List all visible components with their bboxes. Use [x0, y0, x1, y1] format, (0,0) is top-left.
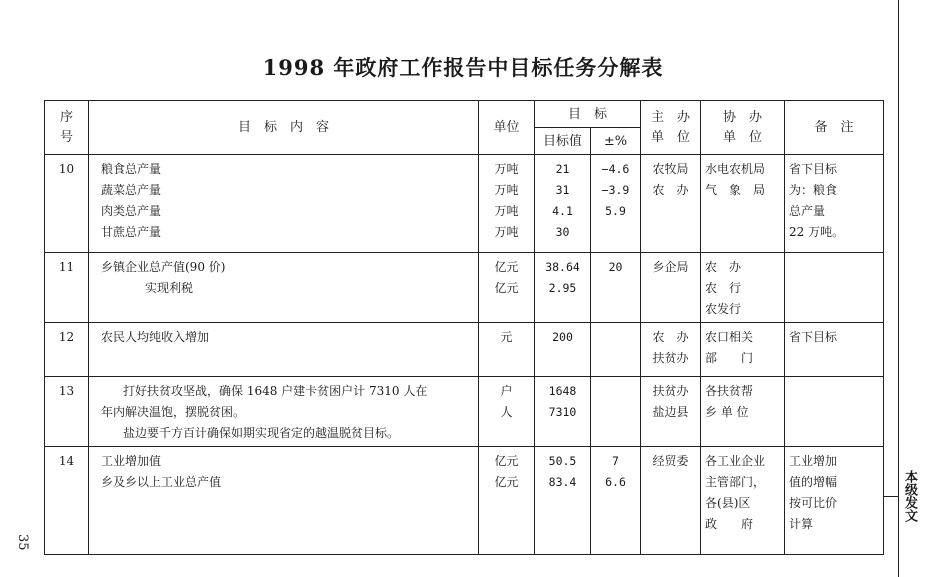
row-content-line: 乡镇企业总产值(90 价) [101, 260, 226, 274]
table-row [45, 155, 884, 253]
row-content-line: 乡及乡以上工业总产值 [101, 475, 222, 489]
row-assist-line: 政 府 [705, 517, 754, 531]
target-table [44, 100, 884, 555]
row-value-line: 1648 [548, 384, 577, 398]
row-content [89, 447, 479, 555]
row-pct-line: 5.9 [605, 204, 626, 218]
row-value-line: 200 [552, 330, 573, 344]
row-unit-line: 亿元 [494, 260, 519, 274]
row-content [89, 377, 479, 447]
row-assist [701, 377, 785, 447]
row-unit-line: 万吨 [494, 183, 519, 197]
row-assist-line: 农 办 [705, 260, 742, 274]
row-assist-line: 农口相关 [705, 330, 754, 344]
row-pct-line: −4.6 [601, 162, 630, 176]
row-remark-line: 按可比价 [789, 496, 838, 510]
row-pct-line: 7 [612, 454, 619, 468]
row-assist [701, 447, 785, 555]
row-value-line: 31 [555, 183, 570, 197]
row-remark-line: 省下目标 [789, 330, 838, 344]
row-content-line: 肉类总产量 [101, 204, 162, 218]
row-remark [785, 253, 884, 323]
row-remark [785, 447, 884, 555]
row-pct [591, 323, 641, 377]
row-assist-line: 乡 单 位 [705, 405, 749, 419]
row-pct [591, 447, 641, 555]
header-unit: 单位 [479, 101, 535, 155]
row-unit-line: 万吨 [494, 162, 519, 176]
row-value-line: 2.95 [548, 281, 577, 295]
margin-rule [898, 0, 899, 577]
row-seq: 11 [45, 253, 89, 323]
page-title: 1998 年政府工作报告中目标任务分解表 [262, 55, 664, 80]
row-lead-line: 乡企局 [652, 260, 689, 274]
row-assist-line: 部 门 [705, 351, 754, 365]
row-value-line: 21 [555, 162, 570, 176]
row-assist-line: 农 行 [705, 281, 742, 295]
row-pct-line: 20 [608, 260, 623, 274]
row-lead [641, 323, 701, 377]
row-unit-line: 户 [500, 384, 513, 398]
table-row [45, 323, 884, 377]
row-lead [641, 253, 701, 323]
row-content-line: 盐边要千方百计确保如期实现省定的越温脱贫目标。 [123, 426, 400, 440]
row-value-line: 4.1 [552, 204, 573, 218]
row-pct [591, 155, 641, 253]
header-row-1 [45, 101, 884, 128]
row-value-line: 50.5 [548, 454, 577, 468]
table-row [45, 377, 884, 447]
header-remark: 备 注 [785, 101, 884, 155]
page-number: 35 [15, 534, 30, 551]
row-content-line: 年内解决温饱，摆脱贫困。 [101, 405, 246, 419]
row-remark [785, 155, 884, 253]
row-content [89, 155, 479, 253]
row-remark-line: 总产量 [789, 204, 826, 218]
row-pct-line: 6.6 [605, 475, 626, 489]
row-lead-line: 扶贫办 [652, 384, 689, 398]
row-unit [479, 323, 535, 377]
row-lead-line: 盐边县 [652, 405, 689, 419]
row-lead [641, 447, 701, 555]
header-assist: 协 办 单 位 [701, 101, 785, 155]
table-row [45, 447, 884, 555]
row-lead-line: 扶贫办 [652, 351, 689, 365]
row-remark-line: 计算 [789, 517, 814, 531]
row-unit [479, 377, 535, 447]
row-lead-line: 农牧局 [652, 162, 689, 176]
row-assist [701, 253, 785, 323]
row-assist-line: 水电农机局 [705, 162, 766, 176]
row-seq: 14 [45, 447, 89, 555]
row-content-line: 农民人均纯收入增加 [101, 330, 210, 344]
row-lead-line: 农 办 [652, 183, 689, 197]
row-assist-line: 各扶贫帮 [705, 384, 754, 398]
row-unit [479, 447, 535, 555]
row-unit-line: 亿元 [494, 475, 519, 489]
row-unit [479, 253, 535, 323]
row-assist-line: 各工业企业 [705, 454, 766, 468]
row-remark-line: 为：粮食 [789, 183, 838, 197]
row-remark-line: 22 万吨。 [789, 225, 845, 239]
row-assist-line: 气 象 局 [705, 183, 766, 197]
row-unit-line: 亿元 [494, 281, 519, 295]
row-value-line: 7310 [548, 405, 577, 419]
row-content-line: 蔬菜总产量 [101, 183, 162, 197]
row-seq: 12 [45, 323, 89, 377]
row-remark-line: 省下目标 [789, 162, 838, 176]
row-content-line: 粮食总产量 [101, 162, 162, 176]
header-content: 目 标 内 容 [89, 101, 479, 155]
row-value [535, 323, 591, 377]
header-seq: 序 号 [45, 101, 89, 155]
row-unit [479, 155, 535, 253]
row-value-line: 83.4 [548, 475, 577, 489]
row-assist [701, 155, 785, 253]
row-remark-line: 工业增加 [789, 454, 838, 468]
row-content-line: 工业增加值 [101, 454, 162, 468]
row-assist [701, 323, 785, 377]
row-assist-line: 主管部门， [705, 475, 766, 489]
row-assist-line: 各(县)区 [705, 496, 751, 510]
header-target-value: 目标值 [535, 128, 591, 155]
header-target: 目 标 [535, 101, 641, 128]
header-lead: 主 办 单 位 [641, 101, 701, 155]
row-content-line: 甘蔗总产量 [101, 225, 162, 239]
row-pct [591, 253, 641, 323]
row-value [535, 447, 591, 555]
row-pct [591, 377, 641, 447]
row-unit-line: 人 [500, 405, 513, 419]
side-label: 本级发文 [902, 470, 917, 522]
row-seq: 10 [45, 155, 89, 253]
header-pm-pct: ±% [591, 128, 641, 155]
row-content-line: 实现利税 [145, 281, 194, 295]
row-seq: 13 [45, 377, 89, 447]
row-remark [785, 377, 884, 447]
row-content [89, 323, 479, 377]
row-lead-line: 经贸委 [652, 454, 689, 468]
row-value [535, 155, 591, 253]
row-remark-line: 值的增幅 [789, 475, 838, 489]
row-lead [641, 155, 701, 253]
row-lead-line: 农 办 [652, 330, 689, 344]
row-pct-line: −3.9 [601, 183, 630, 197]
margin-tick [884, 496, 898, 497]
row-unit-line: 元 [500, 330, 513, 344]
row-unit-line: 万吨 [494, 225, 519, 239]
row-value-line: 38.64 [545, 260, 580, 274]
row-content [89, 253, 479, 323]
row-unit-line: 万吨 [494, 204, 519, 218]
row-value [535, 377, 591, 447]
row-value [535, 253, 591, 323]
row-remark [785, 323, 884, 377]
row-unit-line: 亿元 [494, 454, 519, 468]
table-row [45, 253, 884, 323]
row-lead [641, 377, 701, 447]
row-assist-line: 农发行 [705, 302, 742, 316]
row-content-line: 打好扶贫攻坚战，确保 1648 户建卡贫困户计 7310 人在 [123, 384, 428, 398]
row-value-line: 30 [555, 225, 570, 239]
